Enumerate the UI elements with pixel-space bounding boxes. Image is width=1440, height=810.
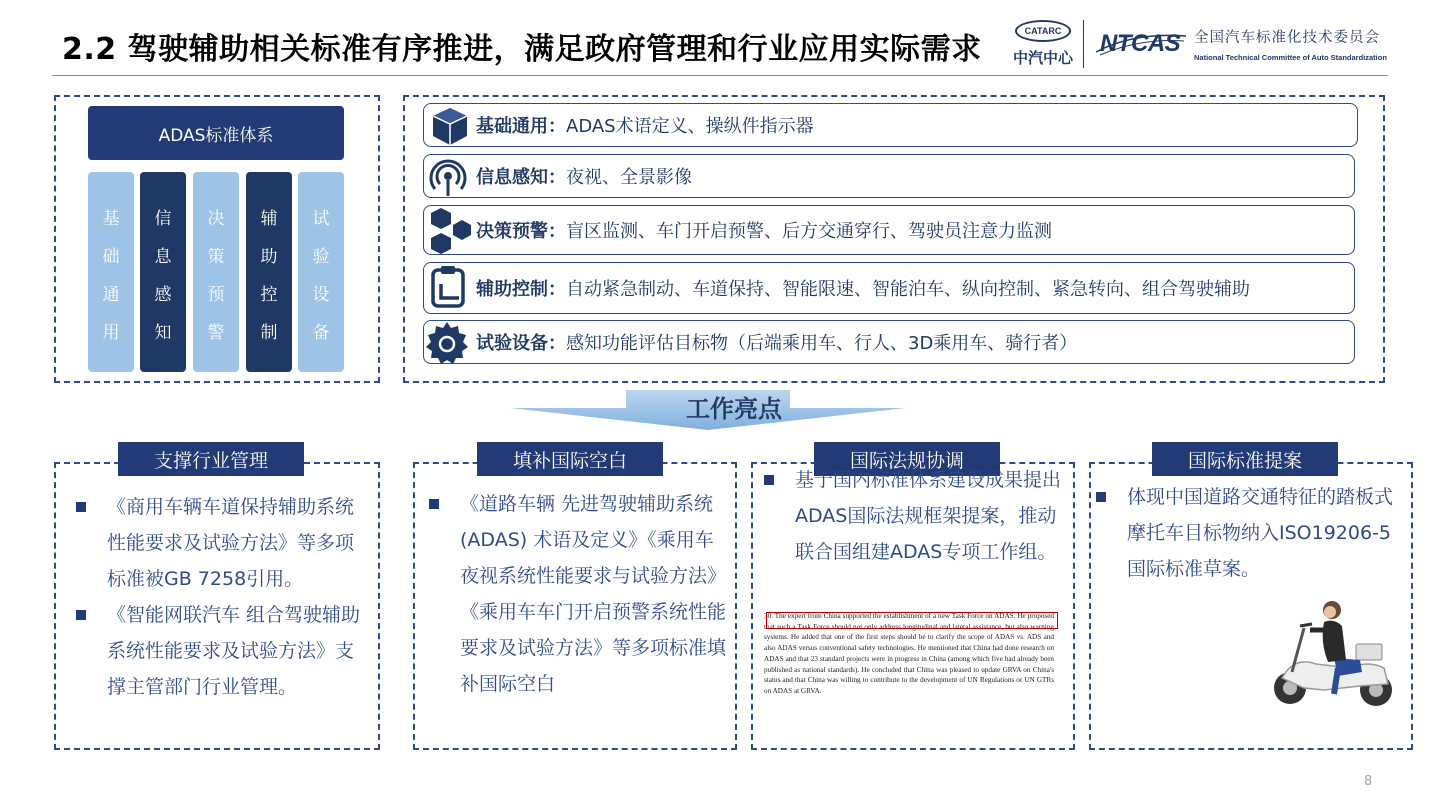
category-items: 夜视、全景影像	[566, 167, 692, 188]
ntcas-name-cn: 全国汽车标准化技术委员会	[1194, 30, 1380, 46]
adas-column-char: 预	[207, 285, 225, 305]
adas-column-char: 信	[154, 209, 172, 229]
signal-icon	[425, 154, 471, 200]
adas-column-char: 知	[154, 323, 172, 343]
adas-column-char: 策	[207, 247, 225, 267]
management-bullet-list	[74, 489, 364, 705]
catarc-logo-text: 中汽中心	[1012, 49, 1073, 67]
adas-column-char: 辅	[260, 209, 278, 229]
category-name: 试验设备	[476, 333, 548, 354]
category-items: 盲区监测、车门开启预警、后方交通穿行、驾驶员注意力监测	[566, 221, 1052, 242]
iso-bullet-list	[1094, 479, 1406, 587]
logo-divider	[1083, 20, 1084, 68]
catarc-logo	[1012, 20, 1074, 70]
bullet-item: 体现中国道路交通特征的踏板式摩托车目标物纳入ISO19206-5国际标准草案。	[1094, 479, 1406, 587]
category-sep: ：	[548, 116, 566, 137]
adas-column-char: 息	[154, 247, 172, 267]
category-row-warning	[423, 205, 1355, 255]
adas-column-char: 制	[260, 323, 278, 343]
scooter-rider-icon	[1264, 598, 1404, 710]
category-name: 决策预警	[476, 221, 548, 242]
category-row-test	[423, 320, 1355, 364]
category-items: 自动紧急制动、车道保持、智能限速、智能泊车、纵向控制、紧急转向、组合驾驶辅助	[566, 279, 1250, 300]
adas-column-char: 验	[312, 247, 330, 267]
ntcas-name-en: National Technical Committee of Auto Standardization	[1194, 53, 1387, 62]
adas-column-char: 警	[207, 323, 225, 343]
tag-industry-management: 支撑行业管理	[118, 442, 304, 476]
adas-column-char: 通	[102, 285, 120, 305]
ntcas-logo-text: NTCAS	[1100, 30, 1181, 57]
adas-column-char: 用	[102, 323, 120, 343]
gear-icon	[424, 320, 470, 366]
bullet-item: 《智能网联汽车 组合驾驶辅助系统性能要求及试验方法》支撑主管部门行业管理。	[74, 597, 364, 705]
title-divider	[52, 75, 1388, 76]
adas-column-warning	[193, 172, 239, 372]
category-sep: ：	[548, 167, 566, 188]
adas-column-char: 控	[260, 285, 278, 305]
page-title: 2.2 驾驶辅助相关标准有序推进，满足政府管理和行业应用实际需求	[62, 32, 982, 67]
tag-fill-gap: 填补国际空白	[477, 442, 663, 476]
adas-column-perception	[140, 172, 186, 372]
gap-bullet-list	[427, 486, 727, 702]
adas-column-char: 助	[260, 247, 278, 267]
adas-column-basic	[88, 172, 134, 372]
cube-icon	[427, 103, 473, 149]
category-sep: ：	[548, 221, 566, 242]
document-highlight-box	[766, 612, 1058, 629]
page-number: 8	[1364, 774, 1373, 789]
grva-document-excerpt: 30. The expert from China supported the establishment of a new Task Force on ADAS. He proposed that such a Task Force should not only address longitudinal and lateral assistance, but also warning systems. He added that one of the first steps should be to clarify the scope of ADAS vs. ADS and also ADAS versus conventional safety technologies. He mentioned that China had done research on ADAS and that 23 standard projects were in progress in China (among which five had already been published as national standards). He concluded that China was pleased to update GRVA on China's status and that China was willing to contribute to the development of UN Regulations or UN GTRs on ADAS at GRVA.	[764, 612, 1054, 695]
catarc-logo-mark: CATARC	[1015, 20, 1071, 42]
category-name: 基础通用	[476, 116, 548, 137]
category-sep: ：	[548, 279, 566, 300]
bullet-item: 《道路车辆 先进驾驶辅助系统 (ADAS) 术语及定义》《乘用车夜视系统性能要求与试验方法》《乘用车车门开启预警系统性能要求及试验方法》等多项标准填补国际空白	[427, 486, 727, 702]
adas-column-char: 备	[312, 323, 330, 343]
category-row-control	[423, 262, 1355, 314]
adas-column-char: 设	[312, 285, 330, 305]
category-row-basic	[423, 103, 1358, 147]
category-row-perception	[423, 154, 1355, 198]
category-items: ADAS术语定义、操纵件指示器	[566, 116, 814, 137]
adas-column-char: 试	[312, 209, 330, 229]
tag-regulation-coordination: 国际法规协调	[814, 442, 1000, 476]
adas-column-test	[298, 172, 344, 372]
adas-column-char: 基	[102, 209, 120, 229]
regulation-bullet-list	[762, 462, 1062, 570]
hexagons-icon	[425, 206, 473, 256]
category-name: 信息感知	[476, 167, 548, 188]
adas-column-char: 感	[154, 285, 172, 305]
bullet-item: 基于国内标准体系建设成果提出ADAS国际法规框架提案，推动联合国组建ADAS专项工作组。	[762, 462, 1062, 570]
adas-column-char: 决	[207, 209, 225, 229]
category-sep: ：	[548, 333, 566, 354]
bullet-item: 《商用车辆车道保持辅助系统性能要求及试验方法》等多项标准被GB 7258引用。	[74, 489, 364, 597]
category-items: 感知功能评估目标物（后端乘用车、行人、3D乘用车、骑行者）	[566, 333, 1078, 354]
tag-standard-proposal: 国际标准提案	[1152, 442, 1338, 476]
adas-column-control	[246, 172, 292, 372]
category-name: 辅助控制	[476, 279, 548, 300]
ntcas-logo	[1094, 28, 1190, 60]
clipboard-icon	[427, 264, 473, 310]
ntcas-logo-caption	[1194, 26, 1387, 62]
highlights-title: 工作亮点	[686, 394, 782, 423]
adas-system-title: ADAS标准体系	[88, 106, 344, 160]
adas-column-char: 础	[102, 247, 120, 267]
